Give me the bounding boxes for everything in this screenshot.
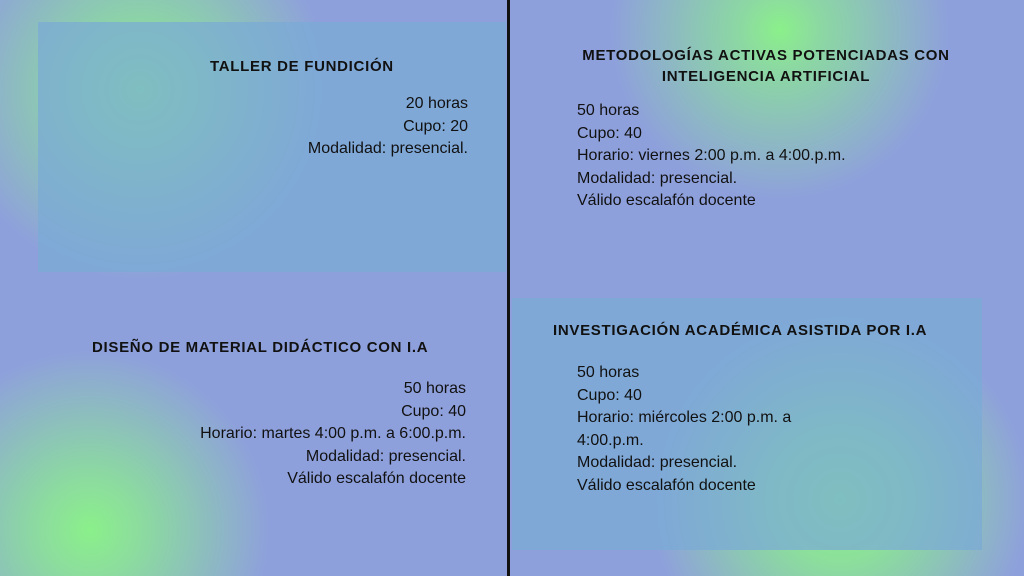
course-details-taller-fundicion bbox=[308, 93, 468, 161]
course-title-investigacion: INVESTIGACIÓN ACADÉMICA ASISTIDA POR I.A bbox=[553, 322, 928, 339]
course-schedule: Horario: martes 4:00 p.m. a 6:00.p.m. bbox=[200, 425, 466, 442]
course-credit: Válido escalafón docente bbox=[577, 476, 756, 494]
course-capacity: Cupo: 40 bbox=[401, 402, 466, 420]
course-hours: 50 horas bbox=[403, 380, 466, 397]
course-modality: Modalidad: presencial. bbox=[577, 169, 738, 187]
course-modality: Modalidad: presencial. bbox=[577, 454, 738, 471]
course-schedule: Horario: miércoles 2:00 p.m. a bbox=[577, 409, 792, 426]
course-title-line: METODOLOGÍAS ACTIVAS POTENCIADAS CON bbox=[582, 47, 950, 64]
course-hours: 20 horas bbox=[405, 95, 468, 112]
vertical-divider bbox=[507, 0, 510, 576]
course-title-taller-fundicion: TALLER DE FUNDICIÓN bbox=[210, 58, 394, 75]
course-details-investigacion bbox=[577, 362, 791, 497]
course-capacity: Cupo: 40 bbox=[577, 386, 642, 404]
course-credit: Válido escalafón docente bbox=[577, 192, 756, 209]
course-details-metodologias bbox=[577, 100, 846, 213]
course-schedule: Horario: viernes 2:00 p.m. a 4:00.p.m. bbox=[577, 147, 846, 164]
course-title-line: INTELIGENCIA ARTIFICIAL bbox=[661, 68, 871, 85]
course-modality: Modalidad: presencial. bbox=[305, 447, 466, 465]
course-title-diseno-material: DISEÑO DE MATERIAL DIDÁCTICO CON I.A bbox=[92, 339, 429, 356]
course-title-metodologias bbox=[566, 45, 966, 87]
course-hours: 50 horas bbox=[577, 364, 640, 381]
course-schedule-continued: 4:00.p.m. bbox=[577, 431, 644, 449]
course-capacity: Cupo: 20 bbox=[403, 117, 468, 135]
course-details-diseno-material bbox=[200, 378, 466, 491]
course-modality: Modalidad: presencial. bbox=[307, 140, 468, 157]
course-hours: 50 horas bbox=[577, 102, 640, 119]
course-capacity: Cupo: 40 bbox=[577, 124, 642, 142]
course-credit: Válido escalafón docente bbox=[287, 470, 466, 487]
